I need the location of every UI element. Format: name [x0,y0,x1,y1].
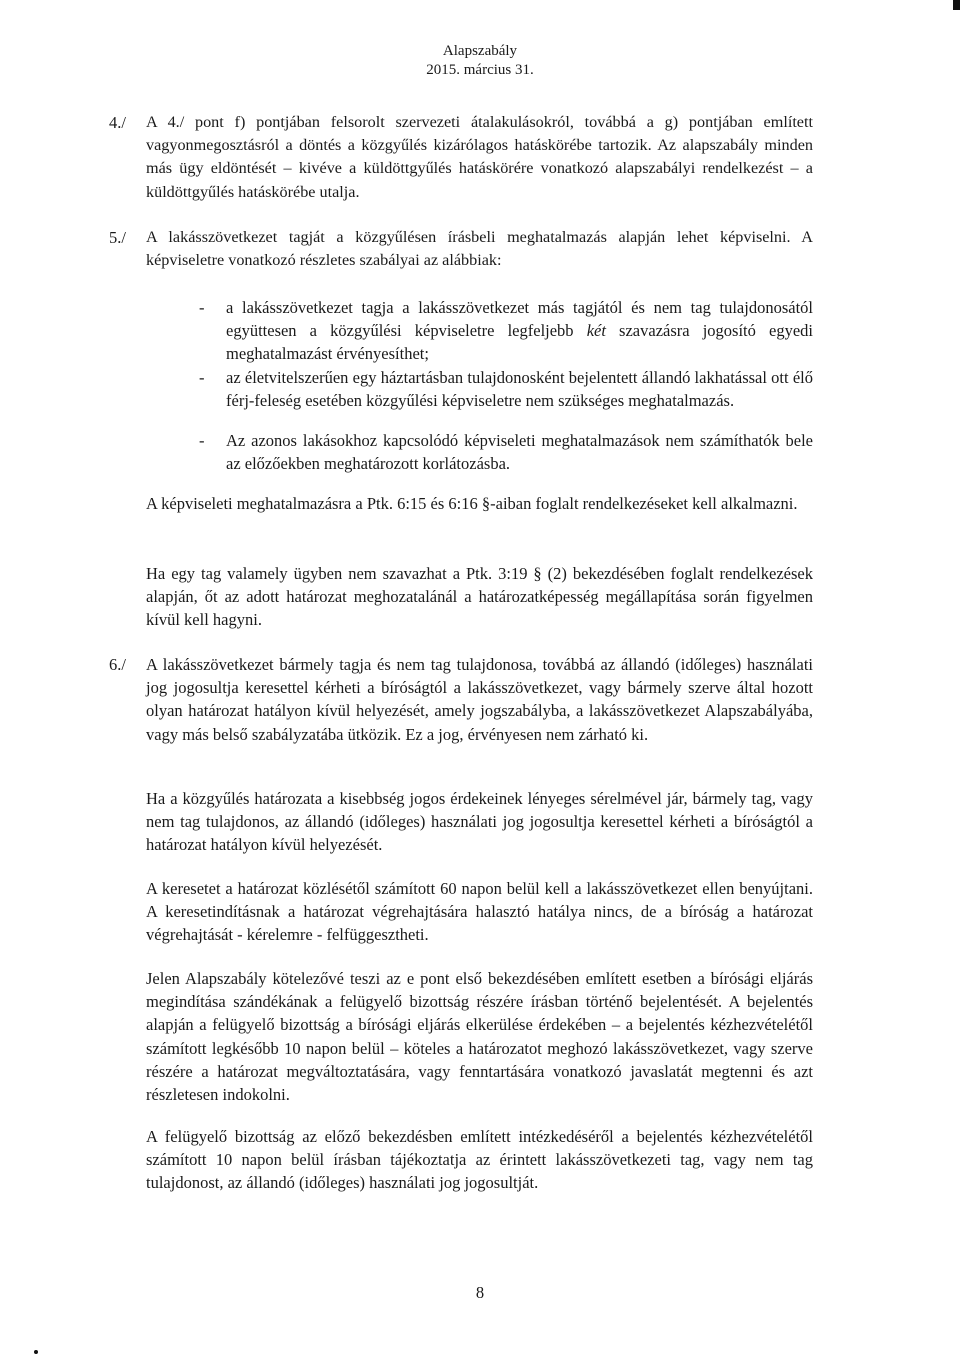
section-6-number: 6./ [109,655,126,674]
section-6-paragraph-1: A lakásszövetkezet bármely tagja és nem tag tulajdonosa, továbbá az állandó (időleges) használati jog jogosultja keresettel kérheti a bíróságtól a lakásszövetkezet, vagy bármely szerve által hozott olyan határozat hatályon kívül helyezését, amely jogszabályba, a lakásszövetkezet Alapszabályába, vagy más belső szabályzatába ütközik. Ez a jog, érvényesen nem zárható ki. [146,655,813,744]
page-number: 8 [475,1283,485,1302]
document-date: 2015. március 31. [426,62,534,78]
scan-mark-bottom-left [34,1350,38,1354]
bullet-1-post: szavazásra jogosító egyedi meghatalmazást érvényesíthet; [226,321,813,364]
document-title: Alapszabály [442,43,518,59]
section-6-paragraph-2: Ha a közgyűlés határozata a kisebbség jogos érdekeinek lényeges sérelmével jár, bármely tag, vagy nem tag tulajdonos, az állandó (időleges) használati jog jogosultja keresettel kérheti a bíróságtól a határozat hatályon kívül helyezését. [146,789,813,855]
bullet-1-dash: - [199,298,205,317]
section-4-text: A 4./ pont f) pontjában felsorolt szervezeti átalakulásokról, továbbá a g) pontjában említett vagyonmegosztásról a döntés a közgyűlés kizárólagos hatáskörébe tartozik. Az alapszabály minden más ügy eldöntését – kivéve a küldöttgyűlés hatáskörére vonatkozó alapszabályi rendelkezést – a küldöttgyűlés hatáskörébe utalja. [146,113,813,201]
scan-mark-top-right [953,0,960,10]
section-5-number: 5./ [109,228,126,247]
section-6-paragraph-4: Jelen Alapszabály kötelezővé teszi az e pont első bekezdésében említett esetben a bírósági eljárás megindítása szándékának a felügyelő bizottság részére írásban történő bejelentését. A bejelentés alapján a felügyelő bizottság a bírósági eljárás elkerülése érdekében – a bejelentés kézhezvételétől számított legkésőbb 10 napon belül – köteles a határozatot meghozó lakásszövetkezet, vagy szerve részére a határozat megváltoztatására, vagy fenntartására vonatkozó javaslatát megtenni és azt részletesen indokolni. [146,969,813,1105]
bullet-2-text: az életvitelszerűen egy háztartásban tulajdonosként bejelentett állandó lakhatással ott élő férj-feleség esetében közgyűlési képviseletre nem szükséges meghatalmazás. [226,368,813,411]
bullet-3-text: Az azonos lakásokhoz kapcsolódó képviseleti meghatalmazások nem számíthatók bele az előzőekben meghatározott korlátozásba. [226,431,813,474]
section-6-paragraph-3: A keresetet a határozat közlésétől számított 60 napon belül kell a lakásszövetkezet ellen benyújtani. A keresetindításnak a határozat végrehajtására halasztó hatálya nincs, de a bíróság a határozat végrehajtását - kérelemre - felfüggesztheti. [146,879,813,945]
section-5-vote-paragraph: Ha egy tag valamely ügyben nem szavazhat a Ptk. 3:19 § (2) bekezdésében foglalt rendelkezések alapján, őt az adott határozat meghozatalánál a határozatképesség megállapítása során figyelmen kívül kell hagyni. [146,564,813,630]
section-5-intro: A lakásszövetkezet tagját a közgyűlésen írásbeli meghatalmazás alapján lehet képviselni. A képviseletre vonatkozó részletes szabályai az alábbiak: [146,228,813,270]
bullet-2-dash: - [199,368,205,387]
bullet-3-dash: - [199,431,205,450]
section-6-paragraph-5: A felügyelő bizottság az előző bekezdésben említett intézkedéséről a bejelentés kézhezvételétől számított 10 napon belül írásban tájékoztatja az érintett lakásszövetkezeti tag, vagy nem tag tulajdonost, az állandó (időleges) használati jog jogosultját. [146,1127,813,1193]
bullet-1-emphasis: két [586,321,606,341]
section-5-ptk-paragraph: A képviseleti meghatalmazásra a Ptk. 6:15 és 6:16 §-aiban foglalt rendelkezéseket kell alkalmazni. [146,494,798,513]
section-4-number: 4./ [109,113,126,132]
bullet-1-text [226,296,813,366]
bullet-1-pre: a lakásszövetkezet tagja a lakásszövetkezet más tagjától és nem tag tulajdonosától együttesen a közgyűlési képviseletre legfeljebb [226,298,813,341]
